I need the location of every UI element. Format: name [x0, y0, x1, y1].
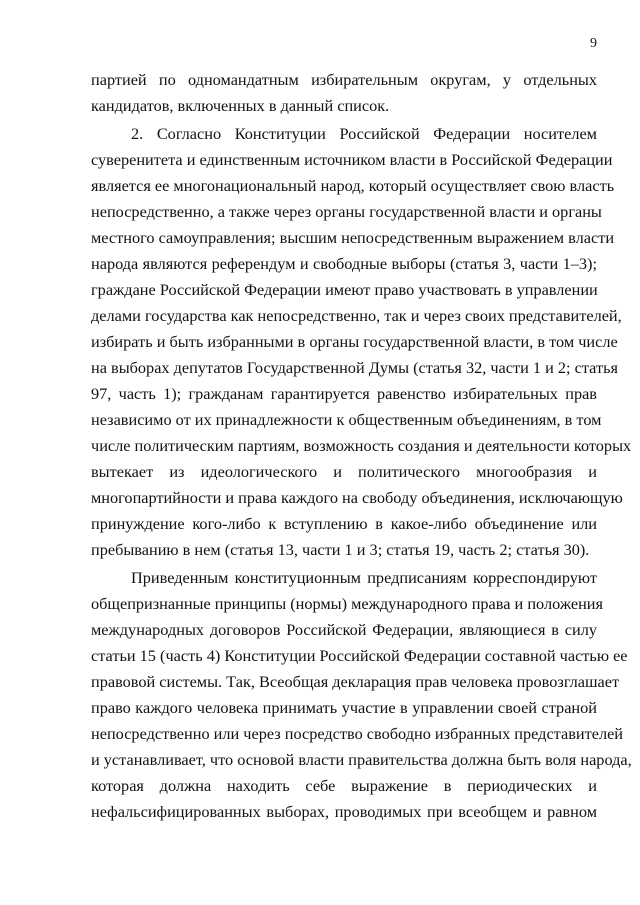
text-line: непосредственно или через посредство свободно избранных представителей	[91, 724, 624, 743]
text-line: нефальсифицированных выборах, проводимых при всеобщем и равном	[91, 802, 597, 821]
text-line: суверенитета и единственным источником власти в Российской Федерации	[91, 150, 613, 169]
text-line: народа являются референдум и свободные выборы (статья 3, части 1–3);	[91, 254, 597, 273]
text-line: независимо от их принадлежности к общественным объединениям, в том	[91, 410, 602, 429]
text-line: избирать и быть избранными в органы государственной власти, в том числе	[91, 332, 618, 351]
text-line: принуждение кого-либо к вступлению в какое-либо объединение или	[91, 514, 597, 533]
text-line: общепризнанные принципы (нормы) международного права и положения	[91, 594, 603, 613]
text-line: и устанавливает, что основой власти правительства должна быть воля народа,	[91, 750, 632, 769]
text-line: международных договоров Российской Федерации, являющиеся в силу	[91, 620, 597, 639]
text-line: 97, часть 1); гражданам гарантируется равенство избирательных прав	[91, 384, 597, 403]
text-line: право каждого человека принимать участие в управлении своей страной	[91, 698, 597, 717]
text-line: статьи 15 (часть 4) Конституции Российской Федерации составной частью ее	[91, 646, 628, 665]
page-number: 9	[590, 36, 597, 51]
text-line: партией по одномандатным избирательным округам, у отдельных	[91, 70, 597, 89]
text-line: правовой системы. Так, Всеобщая декларация прав человека провозглашает	[91, 672, 620, 691]
text-line: многопартийности и права каждого на свободу объединения, исключающую	[91, 488, 623, 507]
text-line: на выборах депутатов Государственной Думы (статья 32, части 1 и 2; статья	[91, 358, 619, 377]
text-line: является ее многонациональный народ, который осуществляет свою власть	[91, 176, 615, 195]
text-line: которая должна находить себе выражение в периодических и	[91, 776, 597, 795]
text-line: местного самоуправления; высшим непосредственным выражением власти	[91, 228, 615, 247]
text-line: пребыванию в нем (статья 13, части 1 и 3; статья 19, часть 2; статья 30).	[91, 540, 590, 559]
text-line: непосредственно, а также через органы государственной власти и органы	[91, 202, 602, 221]
text-line: делами государства как непосредственно, так и через своих представителей,	[91, 306, 622, 325]
text-line: Приведенным конституционным предписаниям корреспондируют	[131, 568, 597, 587]
text-line: граждане Российской Федерации имеют право участвовать в управлении	[91, 280, 598, 299]
text-line: 2. Согласно Конституции Российской Федерации носителем	[131, 124, 597, 143]
text-line: числе политическим партиям, возможность создания и деятельности которых	[91, 436, 632, 455]
text-line: кандидатов, включенных в данный список.	[91, 96, 390, 115]
text-line: вытекает из идеологического и политического многообразия и	[91, 462, 597, 481]
